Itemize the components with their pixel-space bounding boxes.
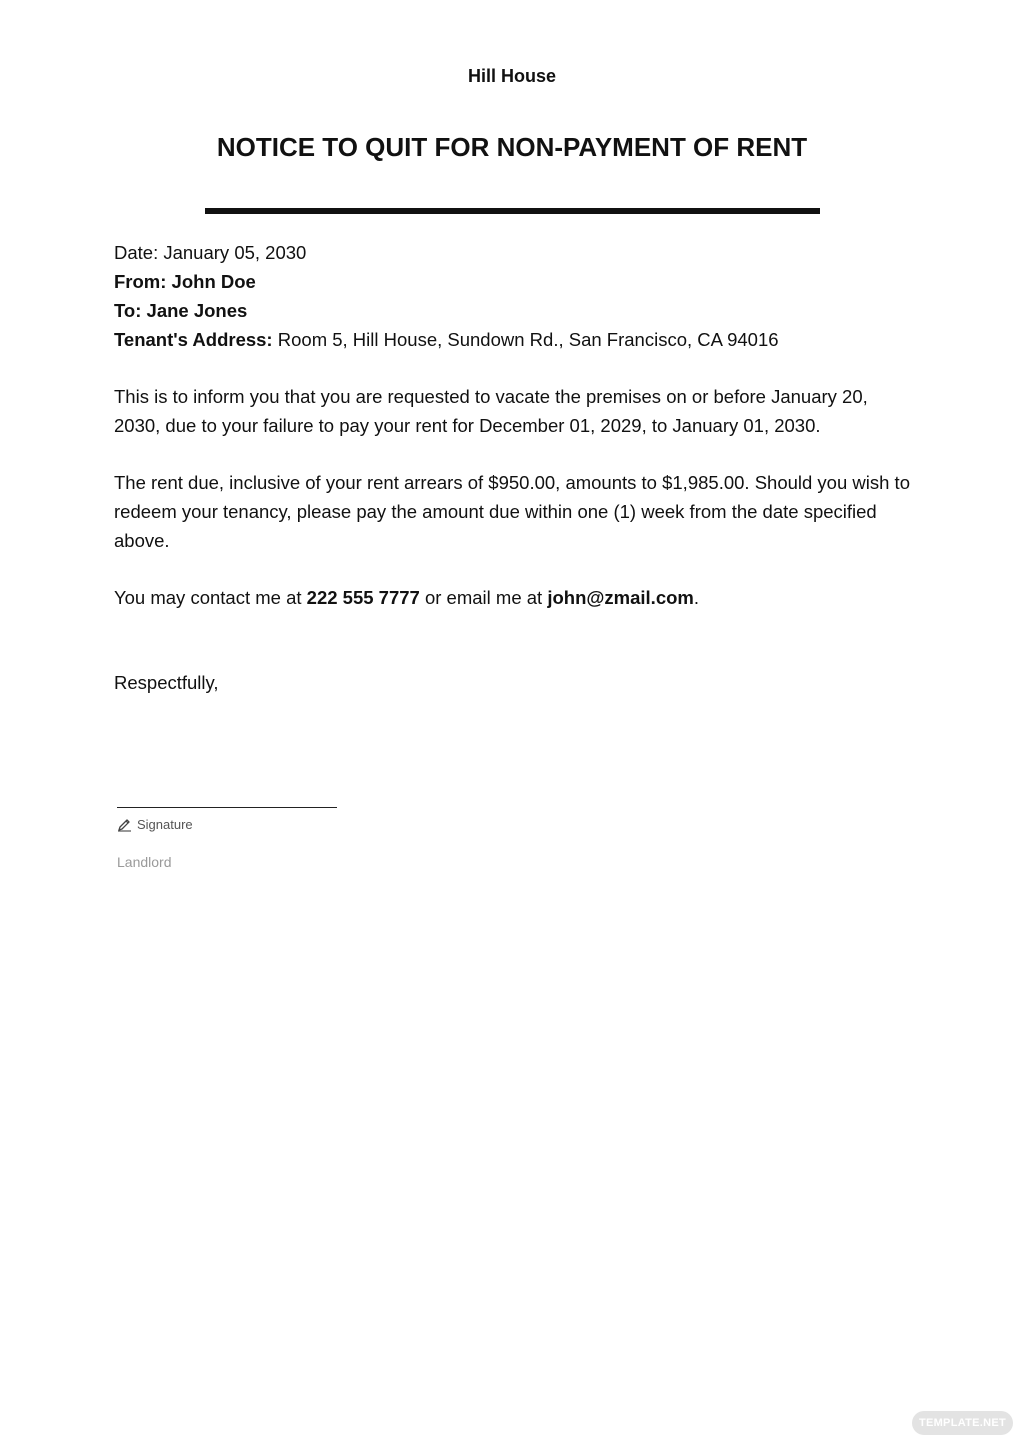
date-value: January 05, 2030: [163, 242, 307, 263]
document-title: NOTICE TO QUIT FOR NON-PAYMENT OF RENT: [216, 132, 808, 162]
address-value: Room 5, Hill House, Sundown Rd., San Francisco, CA 94016: [277, 329, 779, 350]
pen-signature-icon: [117, 817, 132, 832]
contact-prefix: You may contact me at: [114, 587, 302, 608]
signer-role: Landlord: [117, 854, 172, 870]
signature-label-row: [117, 817, 193, 832]
address-label: Tenant's Address:: [114, 329, 273, 350]
closing-salutation: Respectfully,: [114, 672, 219, 693]
contact-phone: 222 555 7777: [306, 587, 420, 608]
rent-due-paragraph: The rent due, inclusive of your rent arrears of $950.00, amounts to $1,985.00. Should you wish to redeem your tenancy, please pay the amount due within one (1) week from the date specified above.: [114, 472, 910, 551]
contact-suffix: .: [693, 587, 699, 608]
template-watermark[interactable]: TEMPLATE.NET: [912, 1411, 1013, 1435]
organization-name: Hill House: [467, 66, 556, 86]
vacate-paragraph: This is to inform you that you are requested to vacate the premises on or before January 20, 2030, due to your failure to pay your rent for December 01, 2029, to January 01, 2030.: [114, 386, 868, 436]
notice-meta: [114, 238, 914, 354]
to-line: To: Jane Jones: [114, 300, 248, 321]
contact-paragraph: [114, 583, 914, 612]
from-line: From: John Doe: [114, 271, 256, 292]
contact-middle: or email me at: [424, 587, 543, 608]
signature-line: [117, 807, 337, 808]
address-line: [114, 325, 914, 354]
title-divider: [205, 208, 820, 214]
contact-email: john@zmail.com: [547, 587, 694, 608]
date-label: Date:: [114, 242, 159, 263]
signature-label: Signature: [137, 817, 193, 832]
date-line: [114, 238, 914, 267]
